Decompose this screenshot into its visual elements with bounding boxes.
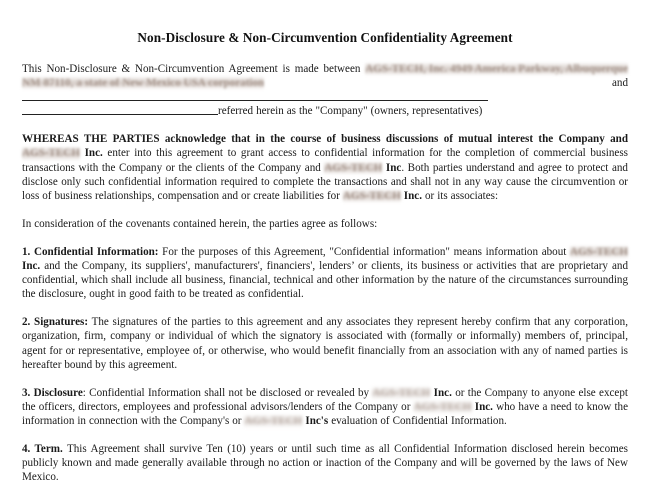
blank-line-party-name[interactable] (22, 90, 488, 101)
section-3-text-1: : Confidential Information shall not be disclosed or revealed by (82, 386, 373, 399)
redacted-company-address-line1: AGS-TECH, Inc. 4949 America Parkway, Albuquerque (365, 63, 628, 75)
section-3-text-4: evaluation of Confidential Information. (328, 414, 507, 427)
whereas-inc-3: Inc. (400, 189, 422, 202)
section-2-text: The signatures of the parties to this agreement and any associates they represent hereby confirm that any corporation, organization, firm, company or individual of which the signatory is associated with (formally or informally) members of, principal, agent for or representative, employee of, or otherwise, who would benefit financially from an association with any of named parties is hereafter bound by this agreement. (22, 316, 629, 371)
section-1-text-1: For the purposes of this Agreement, "Confidential information" means information about (158, 245, 571, 258)
redacted-company-section3-a: AGS-TECH (372, 386, 431, 399)
whereas-body-1: enter into this agreement to grant access to confidential information for the completion of commercial business transactions with the Company or the clients of the Company and (22, 147, 628, 174)
redacted-company-section3-c: AGS-TECH (244, 414, 303, 427)
blank-line-party-name-continued[interactable] (22, 104, 218, 115)
consideration-paragraph: In consideration of the covenants contained herein, the parties agree as follows: (22, 217, 378, 230)
whereas-paragraph (22, 132, 628, 202)
redacted-company-3: AGS-TECH (342, 189, 401, 202)
whereas-lead-bold: WHEREAS THE PARTIES acknowledge that in the course of business discussions of mutual interest the Company and (22, 133, 628, 146)
redacted-company-section3-b: AGS-TECH (413, 400, 472, 413)
redacted-company-2: AGS-TECH (324, 161, 383, 174)
section-3-text-2: or the Company to anyone else except the officers, directors, employees and professional advisors/lenders of the Company or (22, 386, 628, 413)
whereas-inc-1: Inc. (79, 147, 103, 160)
intro-conjunction: and (264, 77, 628, 90)
intro-tail-text: referred herein as the "Company" (owners, representatives) (218, 105, 483, 118)
page-title: Non-Disclosure & Non-Circumvention Confidentiality Agreement (137, 30, 513, 45)
section-3-text-3: who have a need to know the information in connection with the Company's or (22, 400, 628, 427)
section-term (22, 442, 628, 484)
redacted-company-address-line2: NM 87110, a state of New Mexico USA corporation (22, 77, 265, 90)
section-3-inc-b: Inc. (471, 400, 493, 413)
section-1-text-2: and the Company, its suppliers', manufacturers', financiers', lenders’ or clients, its business or activities that are proprietary and confidential, which shall include all business, financial, technical and other information by the nature of the circumstances surrounding the disclosure, ought in good faith to be treated as confidential. (22, 260, 628, 301)
redacted-company-1: AGS-TECH (22, 147, 80, 160)
section-signatures (22, 315, 628, 371)
section-confidential-information (22, 245, 628, 301)
section-4-text: This Agreement shall survive Ten (10) years or until such time as all Confidential Information disclosed herein becomes publicly known and made generally available through no action or inaction of the Company and will be governed by the laws of New Mexico. (22, 442, 628, 484)
whereas-body-2: . Both parties understand and agree to protect and disclose only such confidential information required to complete the transactions and shall not in any way cause the circumvention or loss of business relationships, compensation and or create liabilities for (22, 161, 628, 202)
whereas-inc-2: Inc (382, 161, 402, 174)
intro-paragraph (22, 62, 628, 118)
section-3-inc-a: Inc. (430, 386, 452, 399)
section-1-inc: Inc. (22, 260, 41, 273)
section-3-heading: 3. Disclosure (22, 386, 83, 399)
section-4-heading: 4. Term. (22, 442, 63, 455)
section-1-heading: 1. Confidential Information: (22, 245, 159, 258)
section-3-inc-c: Inc's (302, 414, 329, 427)
section-disclosure (22, 386, 628, 428)
redacted-company-section1: AGS-TECH (570, 245, 628, 258)
section-2-heading: 2. Signatures: (22, 316, 89, 329)
whereas-body-3: or its associates: (422, 189, 499, 202)
intro-lead-text: This Non-Disclosure & Non-Circumvention Agreement is made between (22, 63, 366, 75)
